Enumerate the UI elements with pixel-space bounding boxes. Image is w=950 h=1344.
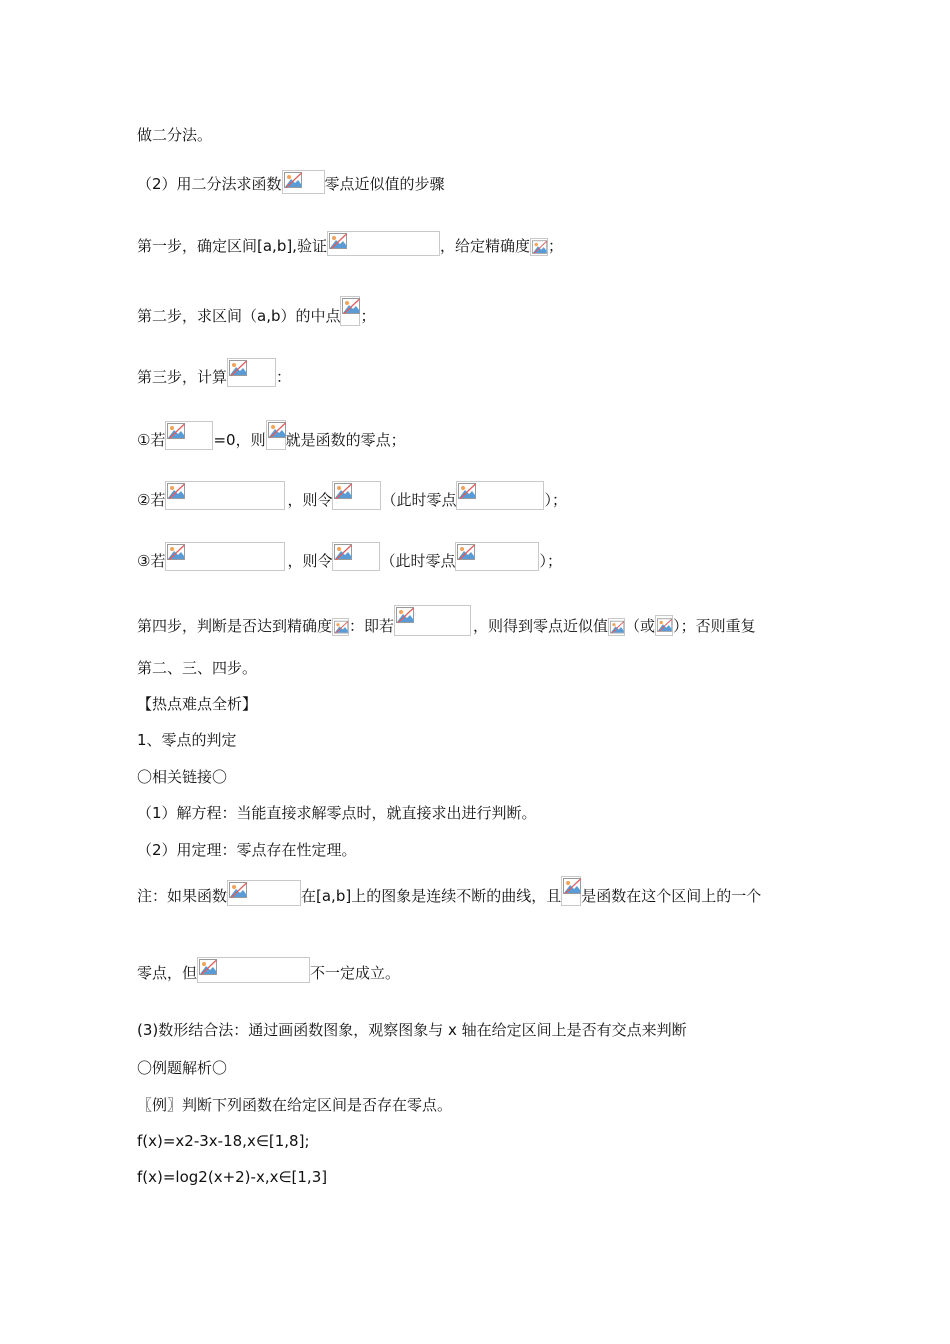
broken-image-icon	[229, 882, 248, 899]
text-segment: 是函数在这个区间上的一个	[581, 887, 762, 905]
text-line	[137, 231, 563, 256]
broken-image-icon	[167, 483, 186, 500]
text-segment: 零点，但	[137, 964, 198, 982]
text-line	[137, 125, 212, 145]
formula-image	[561, 876, 581, 906]
formula-image	[266, 420, 286, 450]
broken-image-icon	[334, 620, 349, 635]
text-segment: 就是函数的零点；	[285, 431, 406, 449]
broken-image-icon	[167, 423, 186, 440]
broken-image-icon	[458, 483, 477, 500]
formula-image	[197, 957, 310, 983]
broken-image-icon	[334, 483, 353, 500]
text-segment: （或	[625, 617, 656, 635]
text-line	[137, 1095, 452, 1115]
broken-image-icon	[657, 617, 673, 634]
text-segment: ；	[547, 237, 563, 255]
broken-image-icon	[268, 422, 287, 439]
text-line	[137, 1058, 227, 1078]
text-segment: (3)数形结合法：通过画函数图象，观察图象与 x 轴在给定区间上是否有交点来判断	[137, 1021, 687, 1039]
formula-image	[655, 615, 673, 636]
text-line	[137, 658, 257, 678]
text-segment: ②若	[137, 491, 166, 509]
text-line	[137, 840, 357, 860]
text-segment: f(x)=x2-3x-18,x∈[1,8];	[137, 1132, 310, 1150]
text-line	[137, 170, 445, 194]
formula-image	[340, 296, 360, 326]
broken-image-icon	[457, 544, 476, 561]
formula-image	[165, 481, 285, 510]
text-segment: f(x)=log2(x+2)-x,x∈[1,3]	[137, 1168, 328, 1186]
text-segment: 第一步，确定区间[a,b],验证	[137, 237, 327, 255]
text-line	[137, 1167, 327, 1187]
broken-image-icon	[229, 360, 248, 377]
formula-image	[455, 542, 539, 571]
text-segment: ）；	[539, 552, 562, 570]
formula-image	[327, 231, 440, 256]
text-segment: （2）用定理：零点存在性定理。	[137, 841, 357, 859]
formula-image	[332, 542, 380, 571]
text-segment: 做二分法。	[137, 126, 213, 144]
text-segment: 注：如果函数	[137, 887, 228, 905]
broken-image-icon	[396, 607, 415, 624]
text-segment: 〖例〗判断下列函数在给定区间是否存在零点。	[137, 1096, 453, 1114]
text-segment: ）；	[544, 491, 567, 509]
text-segment: ①若	[137, 431, 166, 449]
text-line	[137, 767, 227, 787]
text-line	[137, 481, 567, 510]
text-segment: ：即若	[349, 617, 395, 635]
formula-image	[332, 481, 381, 510]
broken-image-icon	[532, 240, 548, 255]
text-line	[137, 730, 237, 750]
text-line	[137, 1020, 687, 1040]
text-segment: （1）解方程：当能直接求解零点时，就直接求出进行判断。	[137, 804, 537, 822]
formula-image	[456, 481, 544, 510]
text-line	[137, 358, 291, 387]
text-segment: =0，则	[213, 431, 266, 449]
text-line	[137, 296, 376, 326]
text-line	[137, 803, 537, 823]
formula-image	[227, 358, 276, 387]
text-segment: ；	[360, 307, 376, 325]
text-segment: 第四步，判断是否达到精确度	[137, 617, 333, 635]
broken-image-icon	[167, 544, 186, 561]
formula-image	[530, 238, 548, 256]
text-segment: ，给定精确度	[439, 237, 530, 255]
text-line	[137, 876, 761, 906]
text-segment: 零点近似值的步骤	[324, 175, 445, 193]
formula-image	[165, 542, 285, 571]
text-segment: ，则令	[287, 552, 333, 570]
text-segment: 〇相关链接〇	[137, 768, 228, 786]
section-heading	[137, 694, 257, 714]
text-segment: 第三步，计算	[137, 368, 228, 386]
broken-image-icon	[284, 172, 303, 189]
text-line	[137, 605, 756, 636]
formula-image	[165, 421, 213, 450]
formula-image	[608, 618, 625, 636]
text-segment: （此时零点	[380, 552, 456, 570]
broken-image-icon	[610, 620, 625, 635]
text-line	[137, 1131, 310, 1151]
text-segment: ③若	[137, 552, 166, 570]
text-segment: ，则令	[287, 491, 333, 509]
broken-image-icon	[199, 959, 218, 976]
text-segment: 第二步，求区间（a,b）的中点	[137, 307, 341, 325]
text-line	[137, 542, 562, 571]
broken-image-icon	[563, 878, 582, 895]
text-segment: 1、零点的判定	[137, 731, 237, 749]
text-segment: 在[a,b]上的图象是连续不断的曲线，且	[301, 887, 562, 905]
text-segment: 不一定成立。	[310, 964, 401, 982]
text-line	[137, 957, 400, 983]
formula-image	[227, 880, 301, 906]
broken-image-icon	[342, 298, 361, 315]
text-segment: （此时零点	[381, 491, 457, 509]
broken-image-icon	[334, 544, 353, 561]
text-segment: 第二、三、四步。	[137, 659, 258, 677]
text-segment: 【热点难点全析】	[137, 695, 258, 713]
text-segment: ：	[276, 368, 292, 386]
text-segment: ）；否则重复	[673, 617, 756, 635]
text-line	[137, 420, 406, 450]
text-segment: 〇例题解析〇	[137, 1059, 228, 1077]
text-segment: （2）用二分法求函数	[137, 175, 282, 193]
text-segment: ，则得到零点近似值	[473, 617, 609, 635]
formula-image	[394, 605, 471, 636]
formula-image	[332, 618, 349, 636]
formula-image	[282, 170, 325, 194]
broken-image-icon	[329, 233, 348, 250]
